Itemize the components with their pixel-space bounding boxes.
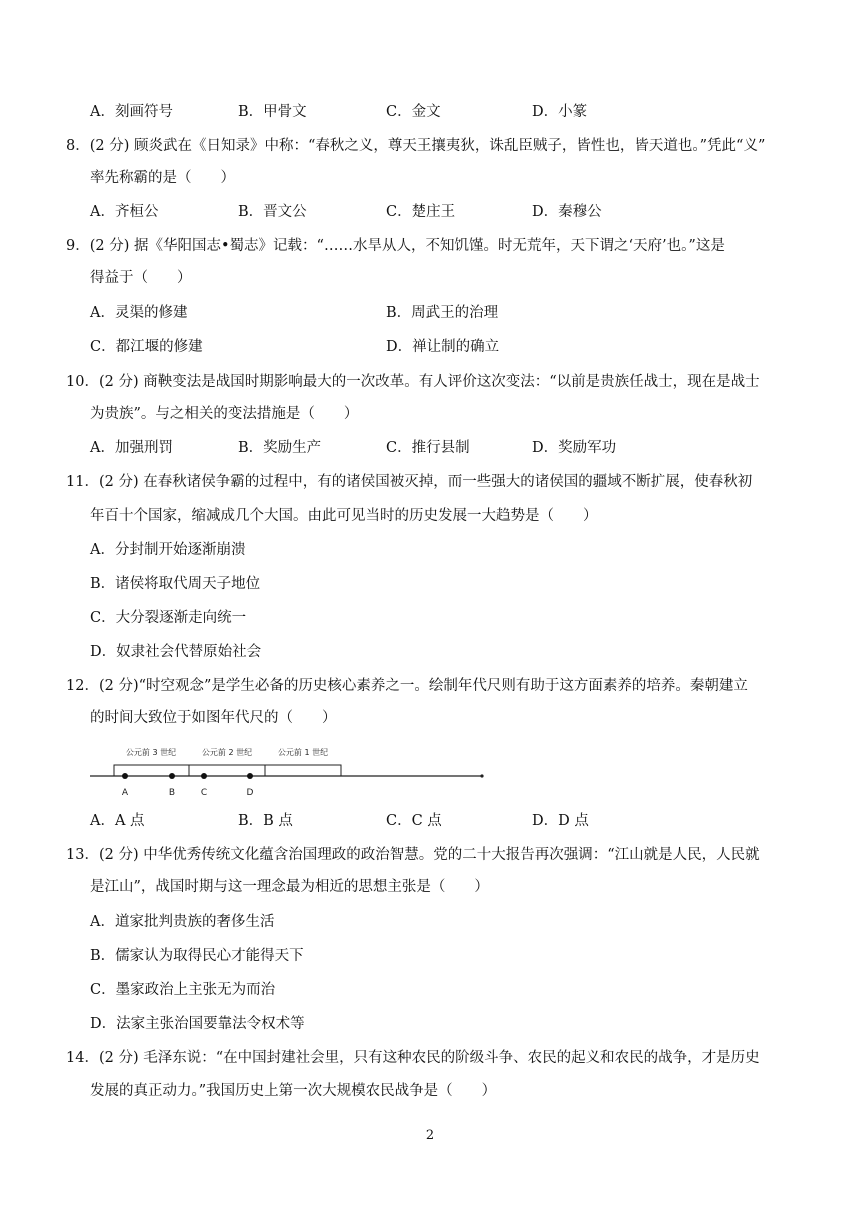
q11-stem-line1: 11．(2 分) 在春秋诸侯争霸的过程中，有的诸侯国被灭掉，而一些强大的诸侯国的疆域不断扩展，使春秋初 [66, 474, 753, 490]
point-b-marker [169, 773, 175, 779]
q8-option-b: B．晋文公 [238, 204, 307, 220]
q8-option-a: A．齐桓公 [90, 204, 159, 220]
century-label-2: 公元前 2 世纪 [201, 748, 253, 757]
q11-option-b: B．诸侯将取代周天子地位 [90, 576, 261, 592]
q13-option-d: D．法家主张治国要靠法令权术等 [90, 1016, 305, 1032]
q9-option-c: C．都江堰的修建 [90, 339, 203, 355]
q10-stem-line2: 为贵族”。与之相关的变法措施是（ ） [90, 406, 359, 422]
timeline-figure [88, 738, 488, 800]
q9-option-a: A．灵渠的修建 [90, 305, 188, 321]
q8-option-d: D．秦穆公 [532, 204, 602, 220]
page-number: 2 [425, 1128, 435, 1143]
q13-option-b: B．儒家认为取得民心才能得天下 [90, 948, 304, 964]
century-label-3: 公元前 3 世纪 [125, 748, 177, 757]
timeline-svg [88, 738, 488, 800]
q11-option-a: A．分封制开始逐渐崩溃 [90, 542, 246, 558]
q12-option-b: B．B 点 [238, 813, 293, 829]
q7-option-d: D．小篆 [532, 104, 588, 120]
bracket-century-2 [189, 765, 265, 776]
point-c-marker [201, 773, 207, 779]
q10-option-b: B．奖励生产 [238, 440, 322, 456]
q7-option-a: A．刻画符号 [90, 104, 173, 120]
q9-stem-line2: 得益于（ ） [90, 270, 192, 286]
q12-stem-line1: 12．(2 分)“时空观念”是学生必备的历史核心素养之一。绘制年代尺则有助于这方面素养的培养。秦朝建立 [66, 678, 748, 694]
q10-option-a: A．加强刑罚 [90, 440, 173, 456]
q13-stem-line1: 13．(2 分) 中华优秀传统文化蕴含治国理政的政治智慧。党的二十大报告再次强调：“江山就是人民，人民就 [66, 847, 760, 863]
q10-option-c: C．推行县制 [386, 440, 470, 456]
point-b-label: B [168, 788, 176, 798]
century-label-1: 公元前 1 世纪 [277, 748, 329, 757]
q11-option-c: C．大分裂逐渐走向统一 [90, 610, 247, 626]
q7-option-b: B．甲骨文 [238, 104, 307, 120]
bracket-century-1 [265, 765, 341, 776]
timeline-axis-end [480, 774, 483, 777]
q14-stem-line1: 14．(2 分) 毛泽东说：“在中国封建社会里，只有这种农民的阶级斗争、农民的起义和农民的战争，才是历史 [66, 1050, 760, 1066]
q8-stem-line2: 率先称霸的是（ ） [90, 170, 235, 186]
point-a-label: A [121, 788, 129, 798]
point-c-label: C [200, 788, 208, 798]
q13-stem-line2: 是江山”，战国时期与这一理念最为相近的思想主张是（ ） [90, 879, 489, 895]
q10-option-d: D．奖励军功 [532, 440, 617, 456]
point-a-marker [122, 773, 128, 779]
q8-option-c: C．楚庄王 [386, 204, 456, 220]
q9-option-d: D．禅让制的确立 [386, 339, 500, 355]
q10-stem-line1: 10．(2 分) 商鞅变法是战国时期影响最大的一次改革。有人评价这次变法：“以前是贵族任战士，现在是战士 [66, 374, 760, 390]
q9-stem-line1: 9．(2 分) 据《华阳国志•蜀志》记载：“……水旱从人，不知饥馑。时无荒年，天下谓之‘天府’也。”这是 [66, 238, 725, 254]
q11-option-d: D．奴隶社会代替原始社会 [90, 644, 262, 660]
q7-option-c: C．金文 [386, 104, 441, 120]
point-d-marker [247, 773, 253, 779]
q13-option-a: A．道家批判贵族的奢侈生活 [90, 914, 275, 930]
q14-stem-line2: 发展的真正动力。”我国历史上第一次大规模农民战争是（ ） [90, 1083, 497, 1099]
q11-stem-line2: 年百十个国家，缩减成几个大国。由此可见当时的历史发展一大趋势是（ ） [90, 508, 598, 524]
q12-stem-line2: 的时间大致位于如图年代尺的（ ） [90, 710, 337, 726]
q12-option-a: A．A 点 [90, 813, 145, 829]
q12-option-c: C．C 点 [386, 813, 442, 829]
q9-option-b: B．周武王的治理 [386, 305, 499, 321]
q12-option-d: D．D 点 [532, 813, 589, 829]
q13-option-c: C．墨家政治上主张无为而治 [90, 982, 276, 998]
point-d-label: D [246, 788, 254, 798]
q8-stem-line1: 8．(2 分) 顾炎武在《日知录》中称：“春秋之义，尊天王攘夷狄，诛乱臣贼子，皆性也，皆天道也。”凭此“义” [66, 138, 766, 154]
